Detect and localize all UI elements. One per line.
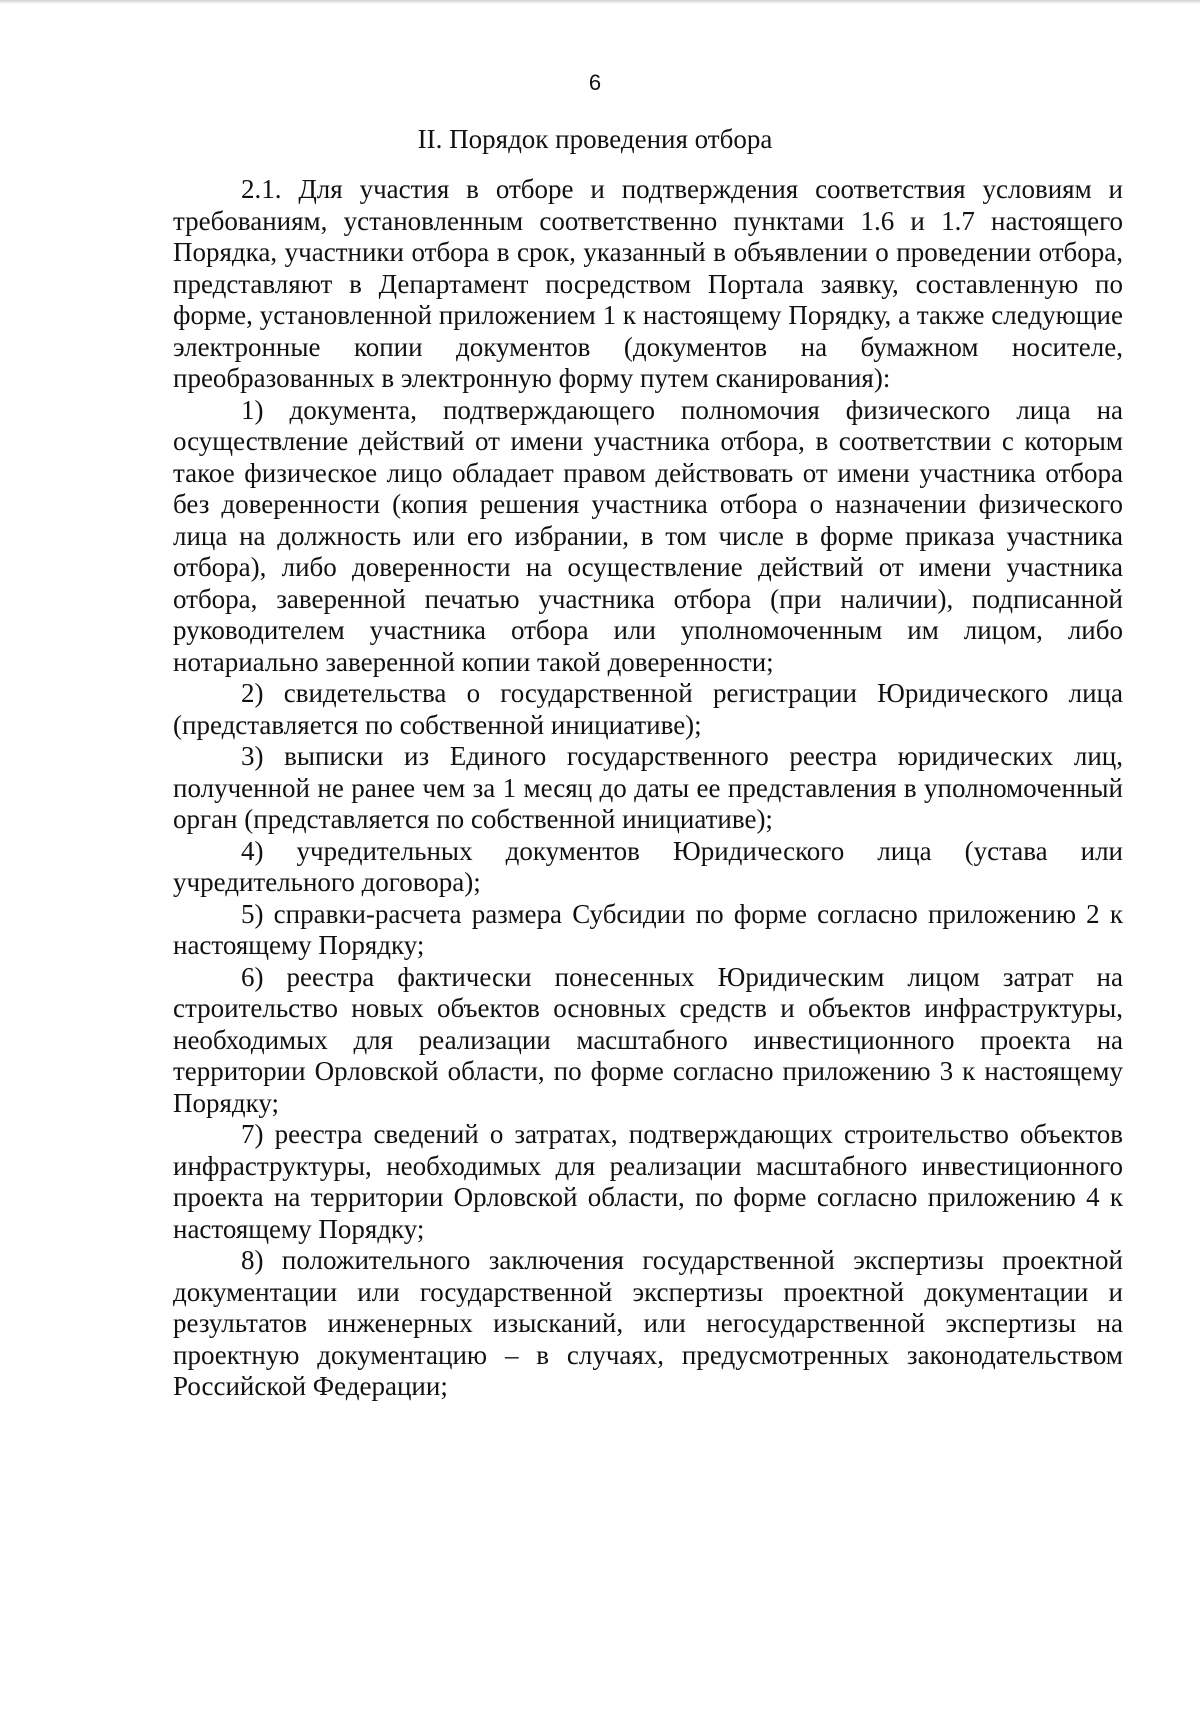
list-item-2: 2) свидетельства о государственной регистрации Юридического лица (представляется по собственной инициативе); xyxy=(173,678,1123,740)
paragraph-2-1: 2.1. Для участия в отборе и подтверждения соответствия условиям и требованиям, установленным соответственно пунктами 1.6 и 1.7 настоящего Порядка, участники отбора в срок, указанный в объявлении о проведении отбора, представляют в Департамент посредством Портала заявку, составленную по форме, установленной приложением 1 к настоящему Порядку, а также следующие электронные копии документов (документов на бумажном носителе, преобразованных в электронную форму путем сканирования): xyxy=(173,174,1123,393)
list-item-5: 5) справки-расчета размера Субсидии по форме согласно приложению 2 к настоящему Порядку; xyxy=(173,898,1123,960)
section-title: II. Порядок проведения отбора xyxy=(417,124,773,154)
page-number: 6 xyxy=(588,70,602,95)
list-item-6: 6) реестра фактически понесенных Юридическим лицом затрат на строительство новых объектов основных средств и объектов инфраструктуры, необходимых для реализации масштабного инвестиционного проекта на территории Орловской области, по форме согласно приложению 3 к настоящему Порядку; xyxy=(173,961,1123,1118)
list-item-7: 7) реестра сведений о затратах, подтверждающих строительство объектов инфраструктуры, необходимых для реализации масштабного инвестиционного проекта на территории Орловской области, по форме согласно приложению 4 к настоящему Порядку; xyxy=(173,1119,1123,1244)
document-body xyxy=(173,174,1123,1403)
list-item-4: 4) учредительных документов Юридического лица (устава или учредительного договора); xyxy=(173,835,1123,897)
list-item-3: 3) выписки из Единого государственного реестра юридических лиц, полученной не ранее чем за 1 месяц до даты ее представления в уполномоченный орган (представляется по собственной инициативе); xyxy=(173,741,1123,834)
list-item-1: 1) документа, подтверждающего полномочия физического лица на осуществление действий от имени участника отбора, в соответствии с которым такое физическое лицо обладает правом действовать от имени участника отбора без доверенности (копия решения участника отбора о назначении физического лица на должность или его избрании, в том числе в форме приказа участника отбора), либо доверенности на осуществление действий от имени участника отбора, заверенной печатью участника отбора (при наличии), подписанной руководителем участника отбора или уполномоченным им лицом, либо нотариально заверенной копии такой доверенности; xyxy=(173,394,1123,677)
list-item-8: 8) положительного заключения государственной экспертизы проектной документации или государственной экспертизы проектной документации и результатов инженерных изысканий, или негосударственной экспертизы на проектную документацию – в случаях, предусмотренных законодательством Российской Федерации; xyxy=(173,1245,1123,1401)
scan-edge xyxy=(0,0,1200,4)
